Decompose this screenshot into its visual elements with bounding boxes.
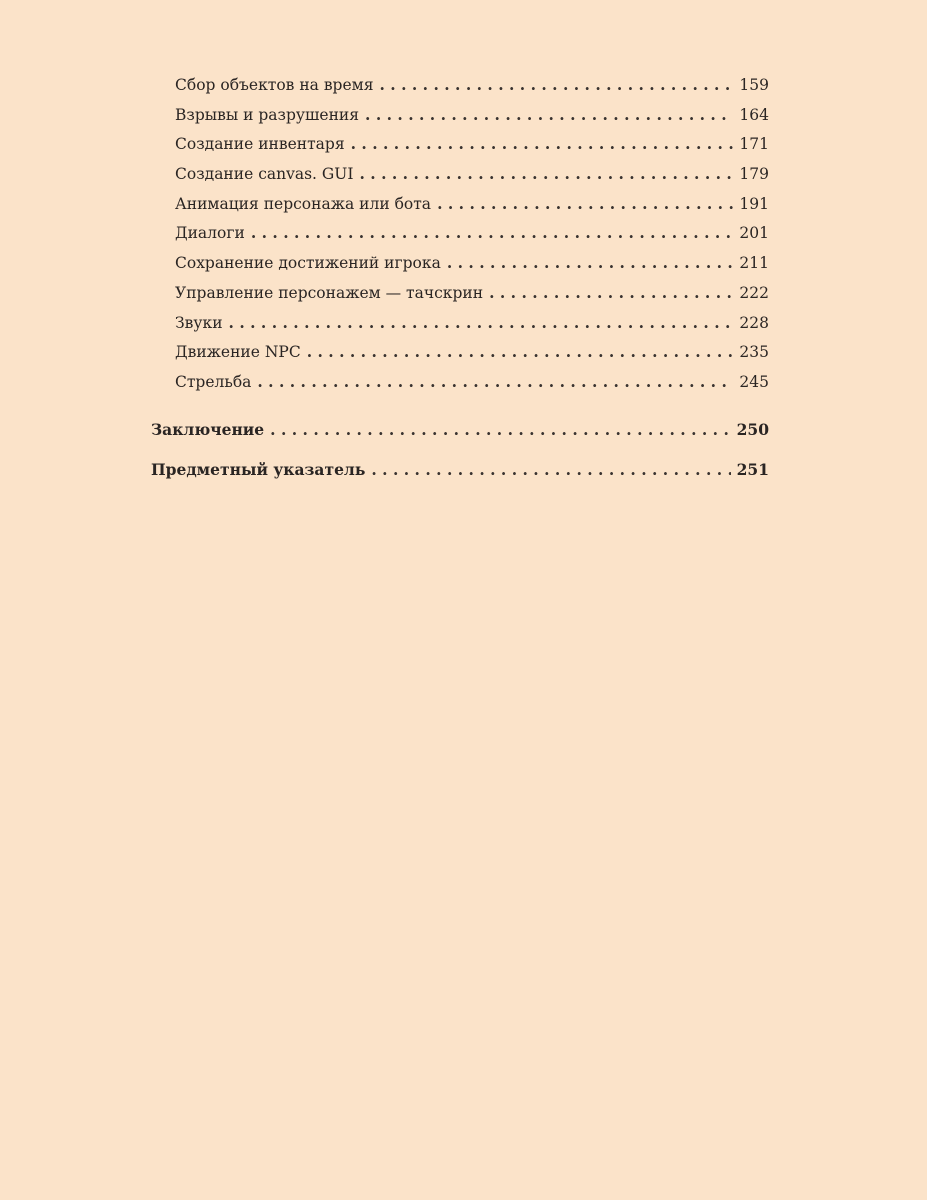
toc-entry[interactable] (151, 222, 769, 252)
toc-entry-page: 164 (739, 105, 769, 124)
toc-chapter-page: 250 (736, 419, 769, 439)
toc-entry-title: Диалоги (175, 224, 245, 243)
toc-entry-page: 179 (739, 165, 769, 184)
toc-entry[interactable] (151, 163, 769, 193)
toc-chapter-entry[interactable] (151, 459, 769, 488)
toc-dot-leader (489, 282, 733, 304)
toc-entry-page: 235 (739, 343, 769, 362)
toc-entry-title: Анимация персонажа или бота (175, 194, 432, 213)
toc-entry[interactable] (151, 104, 769, 134)
toc-entry-page: 245 (739, 372, 769, 391)
toc-entry[interactable] (151, 193, 769, 223)
toc-dot-leader (447, 252, 733, 274)
toc-entry[interactable] (151, 133, 769, 163)
toc-dot-leader (379, 74, 733, 96)
toc-entry-title: Управление персонажем — тачскрин (175, 283, 484, 302)
toc-entry-page: 159 (739, 76, 769, 94)
toc-entry-title: Движение NPC (175, 343, 301, 362)
toc-dot-leader (270, 419, 730, 441)
toc-entry[interactable] (151, 371, 769, 401)
toc-entry[interactable] (151, 312, 769, 342)
toc-dot-leader (251, 222, 733, 244)
toc-dot-leader (307, 341, 733, 363)
toc-dot-leader (371, 459, 730, 481)
toc-entry[interactable] (151, 74, 769, 104)
toc-dot-leader (229, 312, 733, 334)
table-of-contents (151, 74, 769, 488)
toc-entry-title: Сохранение достижений игрока (175, 254, 441, 273)
toc-entry-page: 222 (739, 283, 769, 302)
toc-entry-page: 191 (739, 194, 769, 213)
toc-dot-leader (437, 193, 733, 215)
toc-entry[interactable] (151, 282, 769, 312)
toc-chapter-entry[interactable] (151, 419, 769, 459)
toc-entry-title: Взрывы и разрушения (175, 105, 360, 124)
toc-entry-page: 228 (739, 313, 769, 332)
toc-entry-page: 211 (739, 254, 769, 273)
toc-entry-title: Стрельба (175, 372, 252, 391)
toc-entry-title: Создание инвентаря (175, 135, 345, 154)
toc-chapter-page: 251 (736, 459, 769, 479)
toc-dot-leader (359, 163, 733, 185)
toc-dot-leader (351, 133, 733, 155)
toc-entry-title: Сбор объектов на время (175, 76, 374, 94)
toc-entry-title: Создание canvas. GUI (175, 165, 354, 184)
toc-entry-page: 201 (739, 224, 769, 243)
toc-dot-leader (365, 104, 733, 126)
toc-entry[interactable] (151, 341, 769, 371)
toc-entry-title: Звуки (175, 313, 223, 332)
toc-entry[interactable] (151, 252, 769, 282)
toc-entry-page: 171 (739, 135, 769, 154)
toc-chapter-title: Предметный указатель (151, 459, 366, 479)
toc-chapter-title: Заключение (151, 419, 265, 439)
toc-dot-leader (257, 371, 733, 393)
